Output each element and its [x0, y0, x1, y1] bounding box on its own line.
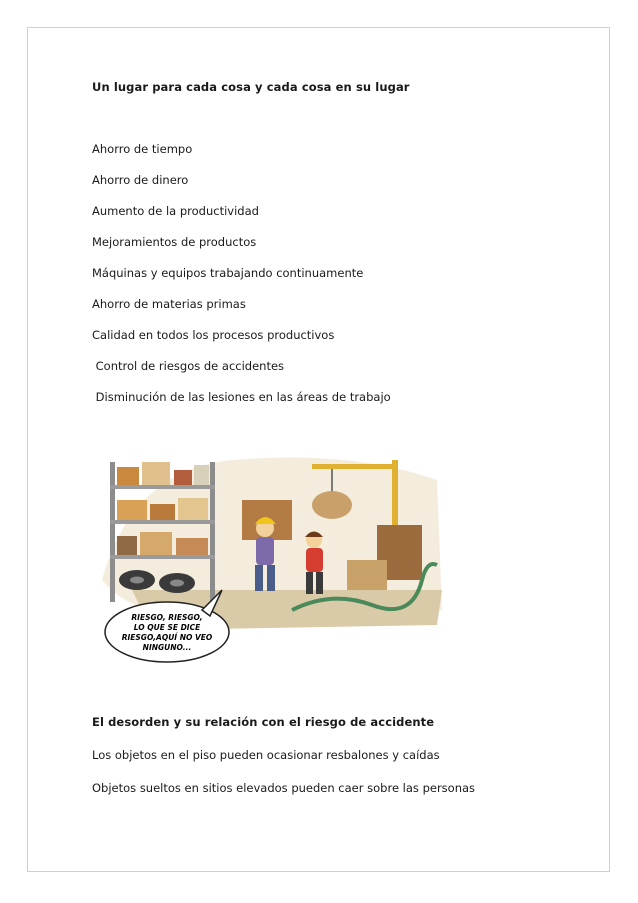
- benefit-item: Disminución de las lesiones en las áreas de trabajo: [92, 390, 391, 404]
- benefit-item: Ahorro de dinero: [92, 173, 189, 187]
- cluttered-workplace-illustration: [92, 440, 452, 666]
- section-item: Objetos sueltos en sitios elevados pueden caer sobre las personas: [92, 781, 476, 795]
- benefit-item: Ahorro de materias primas: [92, 297, 246, 311]
- benefit-item: Aumento de la productividad: [92, 204, 259, 218]
- benefit-item: Control de riesgos de accidentes: [92, 359, 285, 373]
- benefit-item: Mejoramientos de productos: [92, 235, 257, 249]
- benefit-item: Ahorro de tiempo: [92, 142, 193, 156]
- speech-line: NINGUNO...: [142, 643, 192, 652]
- speech-line: RIESGO, RIESGO,: [131, 613, 203, 622]
- section-title: El desorden y su relación con el riesgo de accidente: [92, 715, 435, 729]
- section-item: Los objetos en el piso pueden ocasionar resbalones y caídas: [92, 748, 440, 762]
- benefit-item: Máquinas y equipos trabajando continuamente: [92, 266, 364, 280]
- speech-line: LO QUE SE DICE: [133, 623, 201, 632]
- speech-line: RIESGO,AQUÍ NO VEO: [121, 633, 213, 642]
- document-title: Un lugar para cada cosa y cada cosa en su lugar: [92, 80, 410, 94]
- benefit-item: Calidad en todos los procesos productivos: [92, 328, 335, 342]
